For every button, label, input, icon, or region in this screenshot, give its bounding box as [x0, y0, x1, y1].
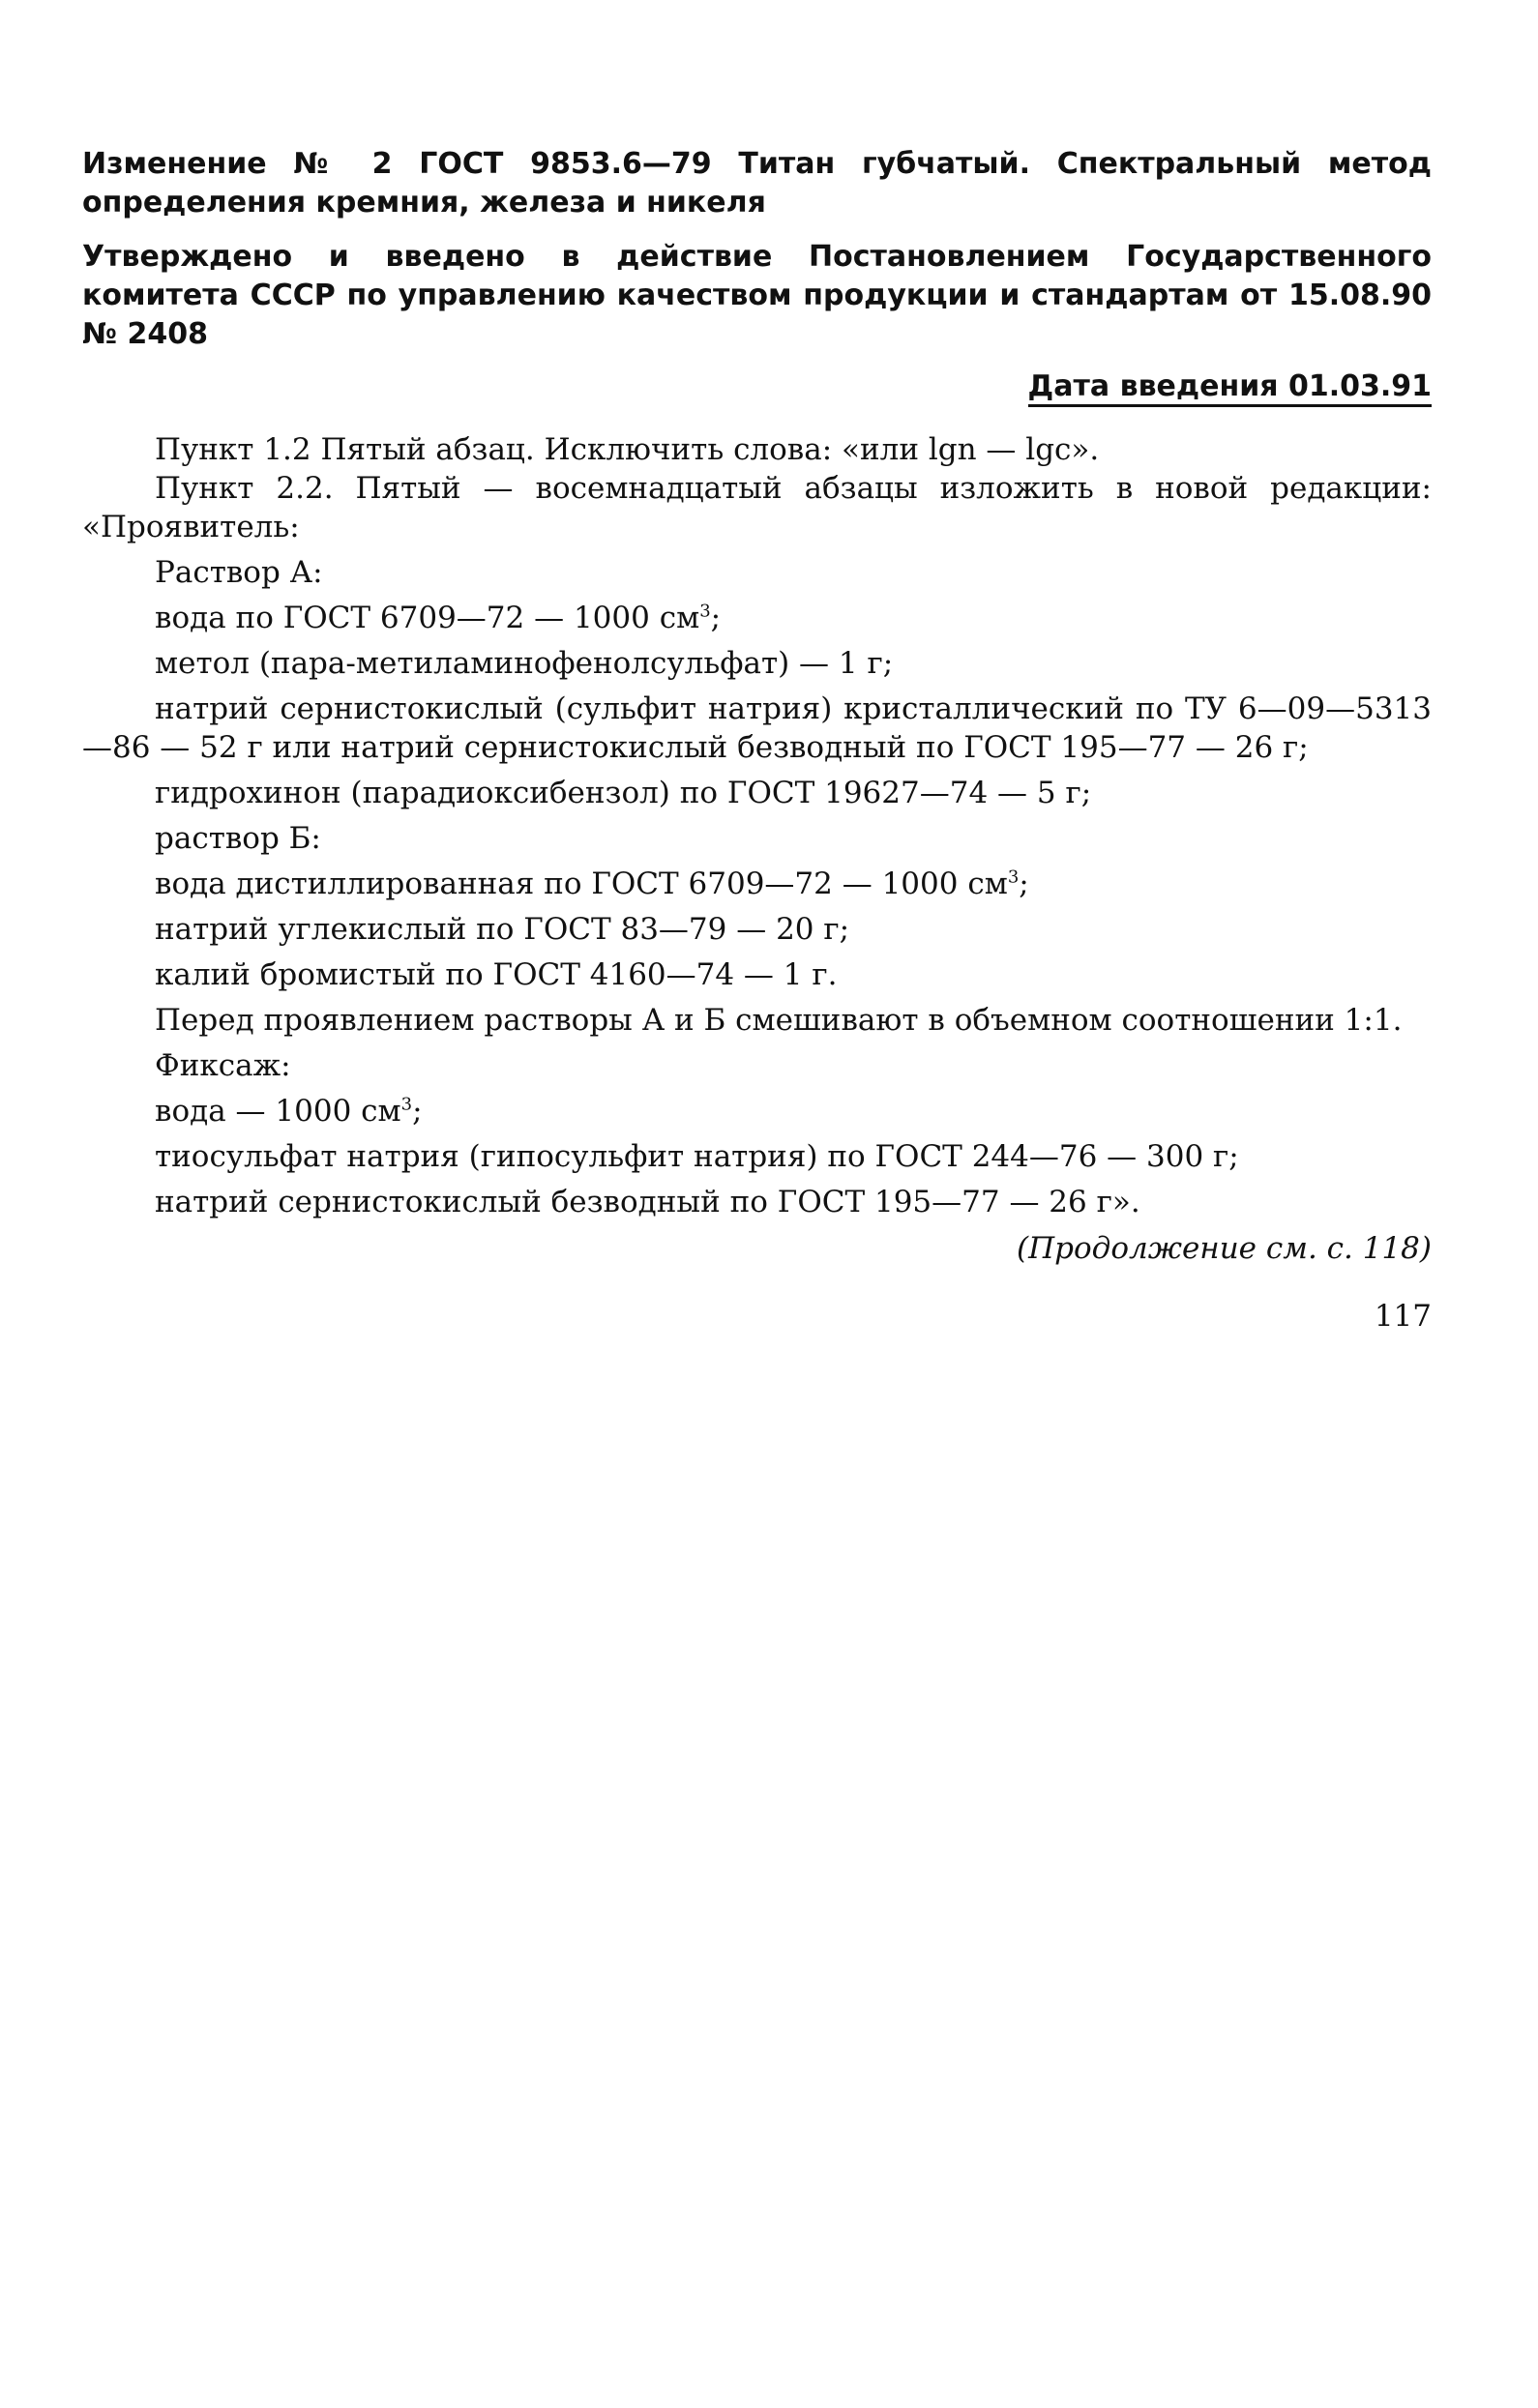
mixing-instruction: Перед проявлением растворы А и Б смешивают в объемном соотношении 1:1. [155, 1003, 1403, 1038]
list-item: натрий углекислый по ГОСТ 83—79 — 20 г; [155, 912, 850, 947]
amendment-title: Изменение № 2 ГОСТ 9853.6—79 Титан губчатый. Спектральный метод определения кремния, железа и никеля [82, 147, 1432, 220]
effective-date [82, 367, 1432, 407]
solution-a-label: Раствор А: [155, 555, 323, 590]
list-item: вода по ГОСТ 6709—72 — 1000 $см^3$; [155, 601, 722, 635]
effective-date-label: Дата введения [1027, 369, 1279, 403]
list-item: гидрохинон (парадиоксибензол) по ГОСТ 19627—74 — 5 г; [155, 776, 1092, 810]
list-item: вода дистиллированная по ГОСТ 6709—72 — 1000 $см^3$; [155, 866, 1029, 901]
document-page [82, 145, 1432, 1336]
page-number: 117 [1374, 1299, 1432, 1334]
list-item: метол (пара-метиламинофенолсульфат) — 1 г; [155, 646, 894, 681]
list-item: натрий сернистокислый безводный по ГОСТ 195—77 — 26 г». [155, 1185, 1140, 1219]
list-item: натрий сернистокислый (сульфит натрия) кристаллический по ТУ 6—09—5313—86 — 52 г или натрий сернистокислый безводный по ГОСТ 195—77 — 26 г; [82, 691, 1432, 765]
document-body [82, 430, 1432, 1221]
list-item: вода — 1000 $см^3$; [155, 1094, 423, 1129]
list-item: калий бромистый по ГОСТ 4160—74 — 1 г. [155, 957, 838, 992]
continuation-note: (Продолжение см. с. 118) [1017, 1231, 1432, 1266]
approval-statement: Утверждено и введено в действие Постановлением Государственного комитета СССР по управлению качеством продукции и стандартам от 15.08.90 № 2408 [82, 240, 1432, 351]
effective-date-value: 01.03.91 [1287, 369, 1432, 403]
solution-b-label: раствор Б: [155, 821, 321, 856]
fixer-label: Фиксаж: [155, 1048, 291, 1083]
list-item: тиосульфат натрия (гипосульфит натрия) по ГОСТ 244—76 — 300 г; [155, 1139, 1239, 1174]
paragraph-clause-2-2: Пункт 2.2. Пятый — восемнадцатый абзацы изложить в новой редакции: «Проявитель: [82, 471, 1432, 544]
effective-date-underlined [1028, 369, 1432, 407]
paragraph-clause-1-2: Пункт 1.2 Пятый абзац. Исключить слова: «или lgn — lgc». [155, 432, 1100, 467]
